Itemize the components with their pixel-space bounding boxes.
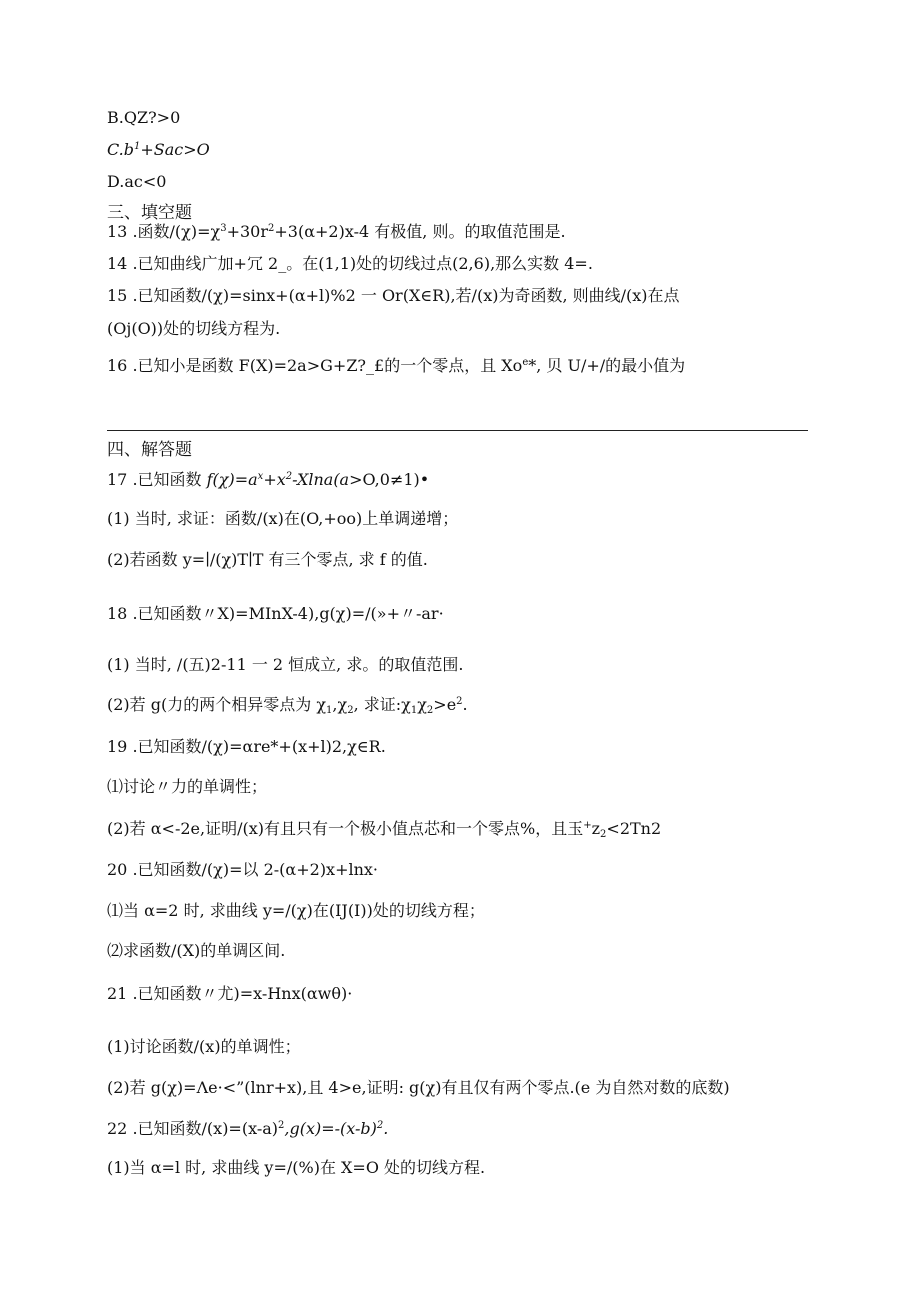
question-20-part1: ⑴当 α=2 时, 求曲线 y=/(χ)在(IJ(I))处的切线方程；	[107, 901, 485, 920]
question-18: 18 .已知函数〃X)=MInX-4),g(χ)=/(»+〃-ar·	[107, 604, 444, 623]
question-17: 17 .已知函数 $f(\chi)=a^x+x^2-Xlna(a>O,0\ne 1)•$	[107, 470, 430, 489]
question-18-part2: (2)若 g(力的两个相异零点为 $\chi_1,\chi_2$, 求证$:\chi_1\chi_2>e^2$.	[107, 695, 468, 716]
question-16: 16 .已知小是函数 F(X)=2a>G+Z?_£的一个零点，且 Xo$^e$*, 贝 U/+/的最小值为	[107, 356, 686, 375]
question-14: 14 .已知曲线广加+冗 2_。在(1,1)处的切线过点(2,6),那么实数 4=.	[107, 254, 593, 273]
question-17-part1: (1) 当时, 求证：函数/(x)在(O,+oo)上单调递增；	[107, 509, 459, 528]
horizontal-rule	[107, 430, 808, 431]
question-17-part2: (2)若函数 y=∣/(χ)T∣T 有三个零点, 求 f 的值.	[107, 550, 428, 569]
option-c: $C.b^1+Sac>O$	[107, 140, 210, 159]
option-b: B.QZ?>0	[107, 108, 181, 127]
question-19-part1: ⑴讨论〃力的单调性；	[107, 777, 268, 796]
question-20-part2: ⑵求函数/(X)的单调区间.	[107, 941, 286, 960]
question-20: 20 .已知函数/(χ)=以 2-(α+2)x+lnx·	[107, 860, 379, 879]
question-21-part2: (2)若 g(χ)=Λe·<”(lnr+x),且 4>e,证明: g(χ)有且仅有两个零点.(e 为自然对数的底数)	[107, 1078, 730, 1097]
question-21: 21 .已知函数〃尤)=x-Hnx(αwθ)·	[107, 984, 353, 1003]
question-19-part2: (2)若 α<-2e,证明/(x)有且只有一个极小值点芯和一个零点%，且玉$^+z_2<2Tn2$	[107, 819, 662, 840]
question-18-part1: (1) 当时, /(五)2-11 一 2 恒成立, 求。的取值范围.	[107, 655, 464, 674]
question-21-part1: (1)讨论函数/(x)的单调性；	[107, 1037, 301, 1056]
section-heading-fill-blank: 三、填空题	[107, 203, 192, 223]
question-15-line1: 15 .已知函数/(χ)=sinx+(α+l)%2 一 Or(X∈R),若/(x)为奇函数, 则曲线/(x)在点	[107, 286, 680, 305]
question-22-part1: (1)当 α=l 时, 求曲线 y=∕(%)在 X=O 处的切线方程.	[107, 1158, 486, 1177]
question-15-line2: (Oj(O))处的切线方程为.	[107, 319, 281, 338]
question-13: 13 .函数$/(\chi)=\chi^3+30r^2+3(\alpha+2)x-4$ 有极值, 则。的取值范围是.	[107, 222, 566, 241]
section-heading-answer: 四、解答题	[107, 440, 192, 460]
question-22: 22 .已知函数$/(x)=(x-a)^2,g(x)=-(x-b)^2$.	[107, 1119, 389, 1138]
question-19: 19 .已知函数/(χ)=αre*+(x+l)2,χ∈R.	[107, 737, 386, 756]
option-d: D.ac<0	[107, 172, 167, 191]
